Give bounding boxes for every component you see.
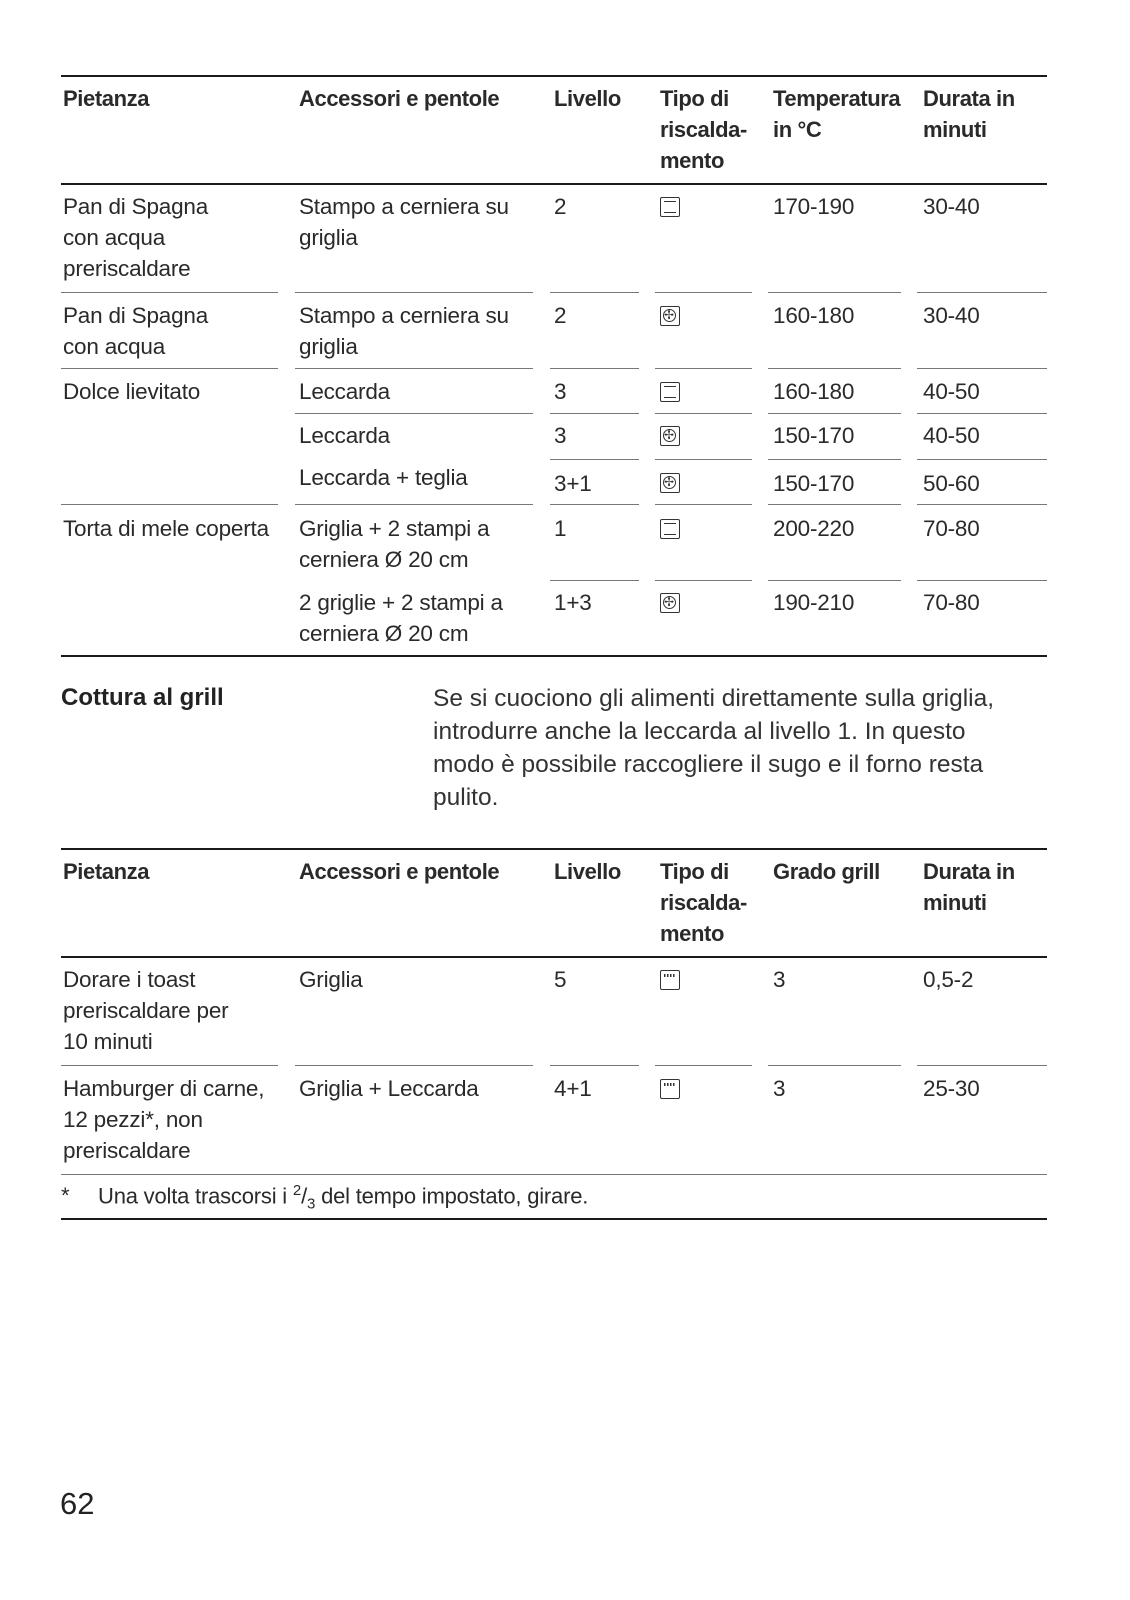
dish-line: Pan di Spagna [63,194,209,219]
accessory-cell [297,300,552,362]
header-dish: Pietanza [63,86,150,111]
temperature-cell: 200-220 [773,516,855,541]
table-row [61,964,1047,1057]
heating-cell [658,300,771,362]
fraction-numerator: 2 [292,1182,302,1199]
accessory-line: Griglia + Leccarda [299,1076,479,1101]
grill-icon [660,1079,680,1099]
duration-cell: 25-30 [923,1076,980,1101]
row-rule [655,580,752,581]
row-rule [61,368,278,369]
dish-line: con acqua [63,334,166,359]
level-cell: 1+3 [554,590,592,615]
temperature-cell: 170-190 [773,194,855,219]
header-duration [921,75,1047,183]
header-rule [61,183,1047,185]
row-rule [917,1065,1047,1066]
dish-cell [61,587,297,649]
duration-cell: 70-80 [923,590,980,615]
header-line: Temperatura [773,86,901,111]
row-rule [917,413,1047,414]
header-accessories: Accessori e pentole [299,86,500,111]
row-rule [61,1065,278,1066]
duration-cell: 30-40 [923,194,980,219]
row-rule [61,504,278,505]
header-heating-type [658,75,771,183]
heating-cell [658,587,771,649]
header-line: Tipo di [660,859,729,884]
table-row [61,513,1047,575]
header-line: in °C [773,117,822,142]
row-rule [768,459,901,460]
row-rule [655,459,752,460]
row-rule [550,292,639,293]
accessory-line: Stampo a cerniera su [299,194,509,219]
header-heating-type [658,848,771,956]
accessory-cell [297,191,552,284]
table-row [61,376,1047,407]
dish-cell [61,1073,297,1166]
dish-cell [61,462,297,499]
row-rule [768,368,901,369]
static-heat-icon [660,382,680,402]
header-line: Livello [554,859,621,884]
accessory-cell [297,513,552,575]
dish-line: 10 minuti [63,1029,153,1054]
dish-line: 12 pezzi*, non [63,1107,203,1132]
table-row [61,420,1047,451]
accessory-line: griglia [299,334,358,359]
row-rule [295,413,533,414]
header-temperature [771,75,921,183]
header-line: Durata in [923,859,1015,884]
row-rule [295,504,533,505]
accessory-line: 2 griglie + 2 stampi a [299,590,503,615]
row-rule [550,413,639,414]
hot-air-icon [660,426,680,446]
footnote-text-after: del tempo impostato, girare. [321,1183,589,1209]
dish-line: preriscaldare per [63,998,229,1023]
grill-level-cell: 3 [773,1076,786,1101]
level-cell: 3 [554,379,567,404]
header-grill-level [771,848,921,956]
header-line: Accessori e pentole [299,859,500,884]
header-line: Pietanza [63,859,150,884]
grill-level-cell: 3 [773,967,786,992]
row-rule [768,504,901,505]
header-line: riscalda- [660,890,747,915]
accessory-line: Leccarda + teglia [299,465,468,490]
accessory-cell [297,420,552,451]
header-dish [61,848,297,956]
static-heat-icon [660,519,680,539]
dish-line: con acqua [63,225,166,250]
dish-cell [61,376,297,407]
accessory-cell [297,964,552,1057]
accessory-line: Leccarda [299,379,390,404]
dish-line: Pan di Spagna [63,303,209,328]
footnote-text-before: Una volta trascorsi i [98,1183,287,1209]
fraction-denominator: 3 [306,1195,316,1213]
table-row [61,300,1047,362]
accessory-line: cerniera Ø 20 cm [299,547,469,572]
dish-line: Hamburger di carne, [63,1076,265,1101]
page-number: 62 [60,1486,95,1521]
duration-cell: 50-60 [923,471,980,496]
accessory-cell [297,1073,552,1166]
duration-cell: 70-80 [923,516,980,541]
dish-cell [61,513,297,575]
grill-table [61,848,1047,1163]
level-cell: 3 [554,423,567,448]
dish-line: Torta di mele coperta [63,516,269,541]
row-rule [550,1065,639,1066]
header-line: mento [660,148,725,173]
footnote: * Una volta trascorsi i $^2/_3$ del tempo impostato, girare. [61,1182,589,1213]
row-rule [295,1065,533,1066]
header-line: minuti [923,117,987,142]
row-rule [295,292,533,293]
row-rule [917,504,1047,505]
hot-air-icon [660,473,680,493]
row-rule [917,292,1047,293]
temperature-cell: 150-170 [773,423,855,448]
header-line: Tipo di [660,86,729,111]
header-rule [61,956,1047,958]
accessory-line: cerniera Ø 20 cm [299,621,469,646]
row-rule [295,368,533,369]
grill-icon [660,970,680,990]
level-cell: 3+1 [554,471,592,496]
accessory-cell [297,462,552,499]
duration-cell: 0,5-2 [923,967,974,992]
level-cell: 2 [554,303,567,328]
dish-cell [61,420,297,451]
table-header-row [61,848,1047,956]
heating-cell [658,420,771,451]
row-rule [655,413,752,414]
heating-cell [658,376,771,407]
table-row [61,462,1047,499]
heating-cell [658,964,771,1057]
row-rule [768,580,901,581]
heating-cell [658,513,771,575]
row-rule [768,292,901,293]
row-rule [655,504,752,505]
row-rule [61,292,278,293]
header-accessories [297,848,552,956]
temperature-cell: 160-180 [773,379,855,404]
heating-cell [658,1073,771,1166]
temperature-cell: 150-170 [773,471,855,496]
level-cell: 1 [554,516,567,541]
table-row [61,191,1047,284]
duration-cell: 40-50 [923,423,980,448]
row-rule [917,580,1047,581]
dish-line: preriscaldare [63,1138,191,1163]
row-rule [550,368,639,369]
static-heat-icon [660,197,680,217]
row-rule [768,1065,901,1066]
section-title: Cottura al grill [61,684,224,711]
level-cell: 2 [554,194,567,219]
dish-line: Dorare i toast [63,967,196,992]
dish-line: preriscaldare [63,256,191,281]
accessory-line: Leccarda [299,423,390,448]
row-rule [768,413,901,414]
heating-cell [658,462,771,499]
header-level: Livello [554,86,621,111]
row-rule [655,368,752,369]
table-header-row [61,75,1047,183]
accessory-line: Griglia [299,967,363,992]
hot-air-icon [660,593,680,613]
row-rule [550,504,639,505]
row-rule [61,1174,1047,1175]
row-rule [655,1065,752,1066]
row-rule [550,580,639,581]
header-duration [921,848,1047,956]
header-line: Grado grill [773,859,880,884]
header-level [552,848,658,956]
baking-table [61,75,1047,646]
dish-cell [61,964,297,1057]
level-cell: 4+1 [554,1076,592,1101]
header-line: minuti [923,890,987,915]
duration-cell: 40-50 [923,379,980,404]
accessory-cell [297,587,552,649]
row-rule [550,459,639,460]
dish-cell [61,300,297,362]
footnote-marker: * [61,1183,70,1209]
dish-line: Dolce lievitato [63,379,201,404]
level-cell: 5 [554,967,567,992]
temperature-cell: 190-210 [773,590,855,615]
duration-cell: 30-40 [923,303,980,328]
table-row [61,1073,1047,1166]
section-paragraph: Se si cuociono gli alimenti direttamente sulla griglia, introdurre anche la leccarda al livello 1. In questo modo è possibile raccogliere il sugo e il forno resta pulito. [433,685,995,811]
accessory-line: Stampo a cerniera su [299,303,509,328]
table-bottom-rule [61,1218,1047,1220]
temperature-cell: 160-180 [773,303,855,328]
hot-air-icon [660,306,680,326]
header-line: mento [660,921,725,946]
row-rule [917,459,1047,460]
accessory-line: Griglia + 2 stampi a [299,516,490,541]
accessory-line: griglia [299,225,358,250]
heating-cell [658,191,771,284]
row-rule [917,368,1047,369]
header-line: Durata in [923,86,1015,111]
row-rule [655,292,752,293]
table-bottom-rule [61,655,1047,657]
table-row [61,587,1047,649]
header-line: riscalda- [660,117,747,142]
accessory-cell [297,376,552,407]
dish-cell [61,191,297,284]
